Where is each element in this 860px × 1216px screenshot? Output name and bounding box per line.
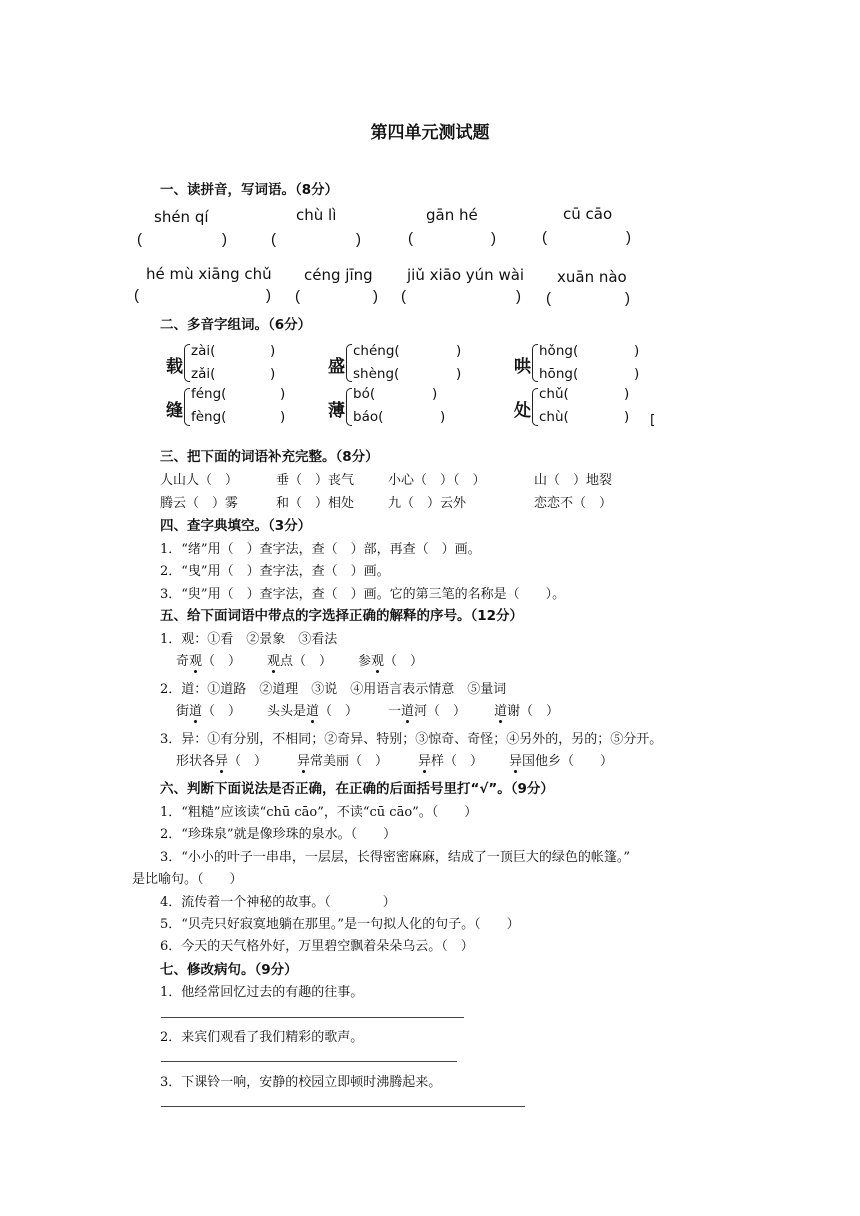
- word-item: 头头是道（ ）: [267, 700, 358, 719]
- reading-close: ): [280, 409, 286, 425]
- reading: shèng(: [353, 366, 400, 382]
- reading: chéng(: [353, 343, 400, 359]
- answer-bracket-close: ): [516, 288, 521, 305]
- judgement-item: 3．“小小的叶子一串串，一层层，长得密密麻麻，结成了一顶巨大的绿色的帐篷。”: [160, 850, 631, 865]
- answer-bracket-close: ): [625, 290, 630, 307]
- word-item: 异样（ ）: [418, 750, 483, 769]
- word-item: 一道河（ ）: [388, 700, 466, 719]
- answer-bracket-open: (: [408, 230, 413, 247]
- polyphone-char: 盛: [328, 357, 345, 377]
- word-item: 形状各异（ ）: [176, 750, 267, 769]
- dictionary-question: 3．“臾”用（ ）查字法，查（ ）画。它的第三笔的名称是（ ）。: [160, 587, 566, 602]
- sentence-item: 3．下课铃一响，安静的校园立即顿时沸腾起来。: [160, 1075, 442, 1090]
- reading: zài(: [191, 343, 216, 359]
- reading-close: ): [634, 343, 640, 359]
- word-item: 街道（ ）: [176, 700, 241, 719]
- answer-bracket-open: (: [137, 231, 142, 248]
- section-1-heading: 一、读拼音，写词语。（8分）: [160, 182, 339, 198]
- judgement-item: 2．“珍珠泉”就是像珍珠的泉水。（ ）: [160, 827, 397, 842]
- brace: [346, 344, 352, 382]
- definition-list: 2．道：①道路 ②道理 ③说 ④用语言表示情意 ⑤量词: [160, 682, 507, 697]
- reading: hōng(: [539, 366, 579, 382]
- brace: [184, 344, 190, 382]
- reading: bó(: [353, 386, 376, 402]
- reading-close: ): [432, 386, 438, 402]
- section-3-heading: 三、把下面的词语补充完整。（8分）: [160, 449, 379, 465]
- judgement-item: 5．“贝壳只好寂寞地躺在那里。”是一句拟人化的句子。（ ）: [160, 917, 520, 932]
- word-item: 异国他乡（ ）: [509, 750, 613, 769]
- word-item: 道谢（ ）: [494, 700, 559, 719]
- polyphone-char: 处: [514, 401, 531, 421]
- pinyin-item: cū cāo: [563, 205, 613, 223]
- judgement-item: 4．流传着一个神秘的故事。（ ）: [160, 895, 396, 910]
- answer-line: [161, 1106, 525, 1107]
- reading-close: ): [624, 386, 630, 402]
- fill-word: 小心（ ）（ ）: [388, 473, 486, 488]
- section-7-heading: 七、修改病句。（9分）: [160, 962, 298, 978]
- word-item: 参观（ ）: [358, 650, 423, 669]
- fill-word: 和（ ）相处: [276, 496, 355, 511]
- brace: [532, 388, 538, 426]
- brace: [346, 388, 352, 426]
- answer-bracket-close: ): [626, 229, 631, 246]
- reading: chù(: [539, 409, 569, 425]
- answer-line: [161, 1061, 457, 1062]
- answer-bracket-open: (: [542, 229, 547, 246]
- answer-line: [161, 1017, 464, 1018]
- word-item: 异常美丽（ ）: [297, 750, 388, 769]
- word-item: 观点（ ）: [267, 650, 332, 669]
- judgement-item: 6．今天的天气格外好，万里碧空飘着朵朵乌云。（ ）: [160, 939, 474, 954]
- pinyin-item: xuān nào: [557, 268, 627, 286]
- reading-close: ): [456, 343, 462, 359]
- section-5-heading: 五、给下面词语中带点的字选择正确的解释的序号。（12分）: [160, 608, 524, 624]
- page-title: 第四单元测试题: [370, 123, 490, 143]
- reading: chǔ(: [539, 386, 569, 402]
- polyphone-char: 哄: [514, 357, 531, 377]
- answer-bracket-open: (: [271, 231, 276, 248]
- reading-close: ): [456, 366, 462, 382]
- polyphone-char: 薄: [328, 401, 345, 421]
- fill-word: 恋恋不（ ）: [534, 496, 613, 511]
- section-4-heading: 四、查字典填空。（3分）: [160, 518, 312, 534]
- reading: féng(: [191, 386, 227, 402]
- dictionary-question: 2．“曳”用（ ）查字法，查（ ）画。: [160, 564, 390, 579]
- answer-bracket-open: (: [134, 287, 139, 304]
- section-2-heading: 二、多音字组词。（6分）: [160, 317, 312, 333]
- reading: báo(: [353, 409, 384, 425]
- reading: hǒng(: [539, 343, 579, 359]
- word-item: 奇观（ ）: [176, 650, 241, 669]
- polyphone-char: 载: [166, 357, 183, 377]
- pinyin-item: shén qí: [154, 208, 209, 226]
- fill-word: 山（ ）地裂: [534, 473, 613, 488]
- pinyin-item: hé mù xiāng chǔ: [146, 265, 272, 283]
- answer-bracket-close: ): [222, 231, 227, 248]
- pinyin-item: céng jīng: [304, 266, 373, 284]
- pinyin-item: chù lì: [296, 206, 337, 224]
- answer-bracket-close: ): [373, 288, 378, 305]
- reading: fèng(: [191, 409, 227, 425]
- fill-word: 垂（ ）丧气: [276, 473, 355, 488]
- dictionary-question: 1．“绪”用（ ）查字法，查（ ）部，再查（ ）画。: [160, 542, 481, 557]
- answer-bracket-open: (: [546, 290, 551, 307]
- fill-word: 九（ ）云外: [388, 496, 467, 511]
- definition-list: 1．观：①看 ②景象 ③看法: [160, 632, 338, 647]
- pinyin-item: jiǔ xiāo yún wài: [407, 266, 525, 284]
- polyphone-char: 缝: [166, 401, 183, 421]
- judgement-item-cont: 是比喻句。（ ）: [132, 872, 243, 887]
- answer-bracket-close: ): [356, 231, 361, 248]
- reading: zǎi(: [191, 366, 216, 382]
- reading-close: ): [270, 366, 276, 382]
- stray-bracket: [: [650, 412, 656, 428]
- brace: [532, 344, 538, 382]
- judgement-item: 1．“粗糙”应该读“chū cāo”，不读“cū cāo”。（ ）: [160, 805, 478, 820]
- answer-bracket-open: (: [295, 288, 300, 305]
- reading-close: ): [280, 386, 286, 402]
- answer-bracket-open: (: [401, 288, 406, 305]
- fill-word: 腾云（ ）雾: [160, 496, 239, 511]
- answer-bracket-close: ): [491, 230, 496, 247]
- answer-bracket-close: ): [266, 287, 271, 304]
- definition-list: 3．异：①有分别，不相同；②奇异、特别；③惊奇、奇怪；④另外的，另的；⑤分开。: [160, 732, 663, 747]
- brace: [184, 388, 190, 426]
- section-6-heading: 六、判断下面说法是否正确，在正确的后面括号里打“√”。（9分）: [160, 781, 554, 797]
- sentence-item: 2．来宾们观看了我们精彩的歌声。: [160, 1030, 364, 1045]
- reading-close: ): [634, 366, 640, 382]
- fill-word: 人山人（ ）: [160, 473, 239, 488]
- sentence-item: 1．他经常回忆过去的有趣的往事。: [160, 985, 364, 1000]
- reading-close: ): [270, 343, 276, 359]
- pinyin-item: gān hé: [426, 206, 478, 224]
- reading-close: ): [624, 409, 630, 425]
- reading-close: ): [440, 409, 446, 425]
